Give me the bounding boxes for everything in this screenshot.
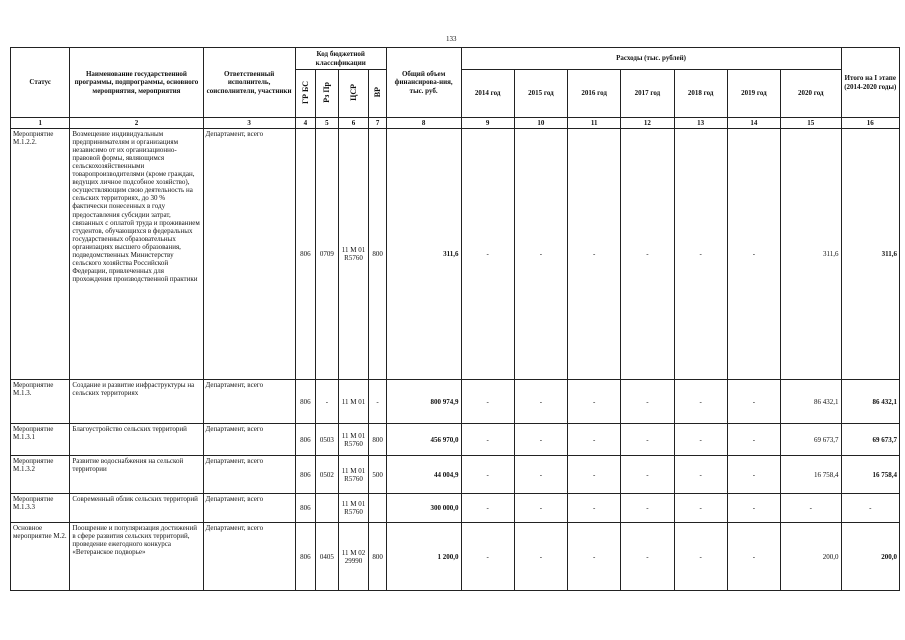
row-csr: 11 М 01 R5760 — [338, 456, 369, 494]
row-year-2020: 69 673,7 — [781, 424, 841, 456]
row-year-2014: - — [461, 456, 514, 494]
table-row — [11, 456, 900, 494]
row-year-2018: - — [674, 494, 727, 523]
row-year-2018: - — [674, 424, 727, 456]
col-number: 1 — [11, 118, 70, 129]
row-year-2016: - — [568, 494, 621, 523]
row-year-2014: - — [461, 380, 514, 424]
row-year-2018: - — [674, 129, 727, 380]
row-rzpr — [316, 494, 339, 523]
row-rzpr: 0709 — [316, 129, 339, 380]
row-csr: 11 М 01 R5760 — [338, 494, 369, 523]
row-stage-total: 69 673,7 — [841, 424, 899, 456]
row-year-2016: - — [568, 129, 621, 380]
row-year-2020: 311,6 — [781, 129, 841, 380]
header-year-2015: 2015 год — [514, 70, 567, 118]
row-csr: 11 М 02 29990 — [338, 523, 369, 591]
row-year-2017: - — [621, 380, 674, 424]
row-rzpr: - — [316, 380, 339, 424]
table-row — [11, 523, 900, 591]
row-status: Мероприятие М.1.3. — [11, 380, 70, 424]
col-number: 8 — [386, 118, 461, 129]
row-grbs: 806 — [295, 456, 315, 494]
row-year-2016: - — [568, 523, 621, 591]
header-stage-total: Итого на I этапе (2014-2020 годы) — [841, 48, 899, 118]
row-year-2018: - — [674, 523, 727, 591]
row-year-2020: 200,0 — [781, 523, 841, 591]
row-year-2019: - — [727, 523, 780, 591]
row-name: Возмещение индивидуальным предпринимателям и организациям независимо от их организационно-правовой формы, являющимся сельскохозяйственными товаропроизводителями (кроме граждан, ведущих личное подсобное хозяйство), осуществляющим свою деятельность на сельских территориях, до 30 % фактически понесенных в году предоставления субсидии затрат, связанных с оплатой труда и проживанием студентов, обучающихся в федеральных государственных образовательных организациях высшего образования, подведомственных Министерству сельского хозяйства Российской Федерации, привлеченных для прохождения производственной практики — [70, 129, 203, 380]
row-rzpr: 0503 — [316, 424, 339, 456]
row-status: Мероприятие М.1.3.1 — [11, 424, 70, 456]
col-number: 11 — [568, 118, 621, 129]
col-number: 7 — [369, 118, 386, 129]
row-year-2014: - — [461, 129, 514, 380]
row-year-2019: - — [727, 380, 780, 424]
header-total-volume: Общий объем финансирова-ния, тыс. руб. — [386, 48, 461, 118]
row-vr: 800 — [369, 129, 386, 380]
row-csr: 11 М 01 — [338, 380, 369, 424]
row-year-2017: - — [621, 456, 674, 494]
header-rzpr-text: Рз Пр — [322, 82, 332, 103]
header-year-2016: 2016 год — [568, 70, 621, 118]
row-stage-total: 200,0 — [841, 523, 899, 591]
row-total: 1 200,0 — [386, 523, 461, 591]
row-year-2014: - — [461, 424, 514, 456]
row-stage-total: 311,6 — [841, 129, 899, 380]
header-year-2020: 2020 год — [781, 70, 841, 118]
row-year-2015: - — [514, 494, 567, 523]
row-year-2020: 86 432,1 — [781, 380, 841, 424]
row-responsible: Департамент, всего — [203, 494, 295, 523]
row-vr: 500 — [369, 456, 386, 494]
row-year-2015: - — [514, 380, 567, 424]
page-number: 133 — [446, 35, 457, 43]
row-year-2020: 16 758,4 — [781, 456, 841, 494]
header-year-2014: 2014 год — [461, 70, 514, 118]
row-vr: - — [369, 380, 386, 424]
col-number: 12 — [621, 118, 674, 129]
row-stage-total: 16 758,4 — [841, 456, 899, 494]
row-responsible: Департамент, всего — [203, 456, 295, 494]
header-vr-text: ВР — [372, 87, 382, 98]
header-responsible: Ответственный исполнитель, соисполнители, участники — [203, 48, 295, 118]
row-csr: 11 М 01 R5760 — [338, 424, 369, 456]
row-grbs: 806 — [295, 380, 315, 424]
row-vr — [369, 494, 386, 523]
row-year-2014: - — [461, 494, 514, 523]
header-rzpr — [316, 70, 339, 118]
row-year-2014: - — [461, 523, 514, 591]
header-csr — [338, 70, 369, 118]
row-year-2017: - — [621, 494, 674, 523]
row-responsible: Департамент, всего — [203, 424, 295, 456]
row-year-2015: - — [514, 456, 567, 494]
header-name: Наименование государственной программы, подпрограммы, основного мероприятия, мероприятия — [70, 48, 203, 118]
table-row — [11, 424, 900, 456]
header-status: Статус — [11, 48, 70, 118]
header-year-2019: 2019 год — [727, 70, 780, 118]
header-grbs — [295, 70, 315, 118]
row-name: Современный облик сельских территорий — [70, 494, 203, 523]
col-number: 2 — [70, 118, 203, 129]
col-number: 4 — [295, 118, 315, 129]
row-year-2017: - — [621, 424, 674, 456]
row-year-2019: - — [727, 456, 780, 494]
row-year-2015: - — [514, 424, 567, 456]
row-vr: 800 — [369, 523, 386, 591]
row-vr: 800 — [369, 424, 386, 456]
header-budget-code: Код бюджетной классификации — [295, 48, 386, 70]
row-name: Развитие водоснабжения на сельской территории — [70, 456, 203, 494]
row-year-2017: - — [621, 523, 674, 591]
header-csr-text: ЦСР — [348, 84, 358, 101]
table-row — [11, 380, 900, 424]
row-rzpr: 0405 — [316, 523, 339, 591]
row-grbs: 806 — [295, 523, 315, 591]
row-total: 44 004,9 — [386, 456, 461, 494]
header-grbs-text: ГР БС — [300, 80, 310, 104]
row-year-2019: - — [727, 424, 780, 456]
col-number: 14 — [727, 118, 780, 129]
row-year-2018: - — [674, 456, 727, 494]
header-year-2017: 2017 год — [621, 70, 674, 118]
row-total: 800 974,9 — [386, 380, 461, 424]
row-year-2015: - — [514, 129, 567, 380]
row-year-2016: - — [568, 380, 621, 424]
row-stage-total: 86 432,1 — [841, 380, 899, 424]
row-total: 300 000,0 — [386, 494, 461, 523]
col-number: 16 — [841, 118, 899, 129]
header-vr — [369, 70, 386, 118]
row-total: 311,6 — [386, 129, 461, 380]
row-responsible: Департамент, всего — [203, 129, 295, 380]
table-row — [11, 494, 900, 523]
header-year-2018: 2018 год — [674, 70, 727, 118]
col-number: 6 — [338, 118, 369, 129]
row-status: Мероприятие М.1.2.2. — [11, 129, 70, 380]
row-status: Мероприятие М.1.3.3 — [11, 494, 70, 523]
col-number: 10 — [514, 118, 567, 129]
row-grbs: 806 — [295, 494, 315, 523]
row-year-2019: - — [727, 494, 780, 523]
row-stage-total: - — [841, 494, 899, 523]
col-number: 15 — [781, 118, 841, 129]
header-expenses: Расходы (тыс. рублей) — [461, 48, 841, 70]
row-status: Основное мероприятие М.2. — [11, 523, 70, 591]
row-year-2018: - — [674, 380, 727, 424]
row-grbs: 806 — [295, 424, 315, 456]
row-year-2019: - — [727, 129, 780, 380]
row-name: Создание и развитие инфраструктуры на сельских территориях — [70, 380, 203, 424]
col-number: 9 — [461, 118, 514, 129]
row-year-2016: - — [568, 456, 621, 494]
col-number: 5 — [316, 118, 339, 129]
col-number: 3 — [203, 118, 295, 129]
row-year-2017: - — [621, 129, 674, 380]
row-responsible: Департамент, всего — [203, 380, 295, 424]
row-total: 456 970,0 — [386, 424, 461, 456]
col-number: 13 — [674, 118, 727, 129]
row-year-2015: - — [514, 523, 567, 591]
row-grbs: 806 — [295, 129, 315, 380]
row-rzpr: 0502 — [316, 456, 339, 494]
row-name: Благоустройство сельских территорий — [70, 424, 203, 456]
row-year-2016: - — [568, 424, 621, 456]
row-responsible: Департамент, всего — [203, 523, 295, 591]
row-year-2020: - — [781, 494, 841, 523]
row-status: Мероприятие М.1.3.2 — [11, 456, 70, 494]
row-name: Поощрение и популяризация достижений в сфере развития сельских территорий, проведение ежегодного конкурса «Ветеранское подворье» — [70, 523, 203, 591]
table-row — [11, 129, 900, 380]
row-csr: 11 М 01 R5760 — [338, 129, 369, 380]
budget-table — [10, 47, 900, 591]
